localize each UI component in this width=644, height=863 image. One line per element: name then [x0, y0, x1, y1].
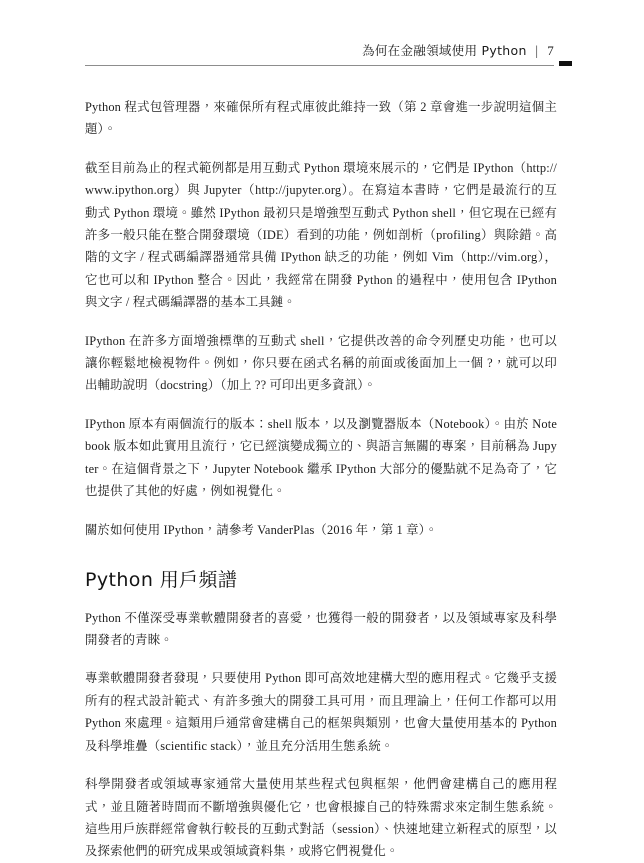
paragraph-8: 科學開發者或領域專家通常大量使用某些程式包與框架，他們會建構自己的應用程式，並且隨著時間而不斷增強與優化它，也會根據自己的特殊需求來定制生態系統。這些用戶族群經常會執行較長的互動式對話（session）、快速地建立新程式的原型，以及探索他們的研究成果或領域資料集，或將它們視覺化。 [85, 777, 557, 859]
header-chapter-title: 為何在金融領域使用 Python [362, 43, 527, 58]
header-rule [85, 65, 554, 66]
header-line [85, 44, 572, 58]
paragraph-3: IPython 在許多方面增強標準的互動式 shell，它提供改善的命令列歷史功能，也可以讓你輕鬆地檢視物件。例如，你只要在函式名稱的前面或後面加上一個 ?，就可以印出輔助說明（docstring）（加上 ?? 可印出更多資訊）。 [85, 333, 557, 393]
section-heading: Python 用戶頻譜 [85, 568, 238, 591]
thumb-tab-icon [559, 61, 572, 66]
header-separator: | [534, 43, 540, 58]
paragraph-1: Python 程式包管理器，來確保所有程式庫彼此維持一致（第 2 章會進一步說明這個主題）。 [85, 100, 557, 137]
paragraph-6: Python 不僅深受專業軟體開發者的喜愛，也獲得一般的開發者，以及領域專家及科學開發者的青睞。 [85, 610, 557, 648]
paragraph-5: 關於如何使用 IPython，請參考 VanderPlas（2016 年，第 1 章）。 [85, 522, 438, 537]
running-header [85, 44, 572, 68]
paragraph-7: 專業軟體開發者發現，只要使用 Python 即可高效地建構大型的應用程式。它幾乎支援所有的程式設計範式、有許多強大的開發工具可用，而且理論上，任何工作都可以用 Python 來處理。這類用戶通常會建構自己的框架與類別，也會大量使用基本的 Python 及科學堆疊（scientific stack），並且充分活用生態系統。 [85, 671, 557, 753]
body-content [85, 96, 557, 863]
paragraph-4: IPython 原本有兩個流行的版本：shell 版本，以及瀏覽器版本（Notebook）。由於 Notebook 版本如此實用且流行，它已經演變成獨立的、與語言無關的專案，目前稱為 Jupyter。在這個背景之下，Jupyter Notebook 繼承 IPython 大部分的優點就不足為奇了，它也提供了其他的好處，例如視覺化。 [85, 416, 557, 499]
paragraph-2: 截至目前為止的程式範例都是用互動式 Python 環境來展示的，它們是 IPython（http://www.ipython.org）與 Jupyter（http://jupyter.org）。在寫這本書時，它們是最流行的互動式 Python 環境。雖然 IPython 最初只是增強型互動式 Python shell，但它現在已經有許多一般只能在整合開發環境（IDE）看到的功能，例如剖析（profiling）與除錯。高階的文字 / 程式碼編譯器通常具備 IPython 缺乏的功能，例如 Vim（http://vim.org），它也可以和 IPython 整合。因此，我經常在開發 Python 的過程中，使用包含 IPython 與文字 / 程式碼編譯器的基本工具鏈。 [85, 160, 557, 310]
page-number: 7 [547, 43, 554, 58]
